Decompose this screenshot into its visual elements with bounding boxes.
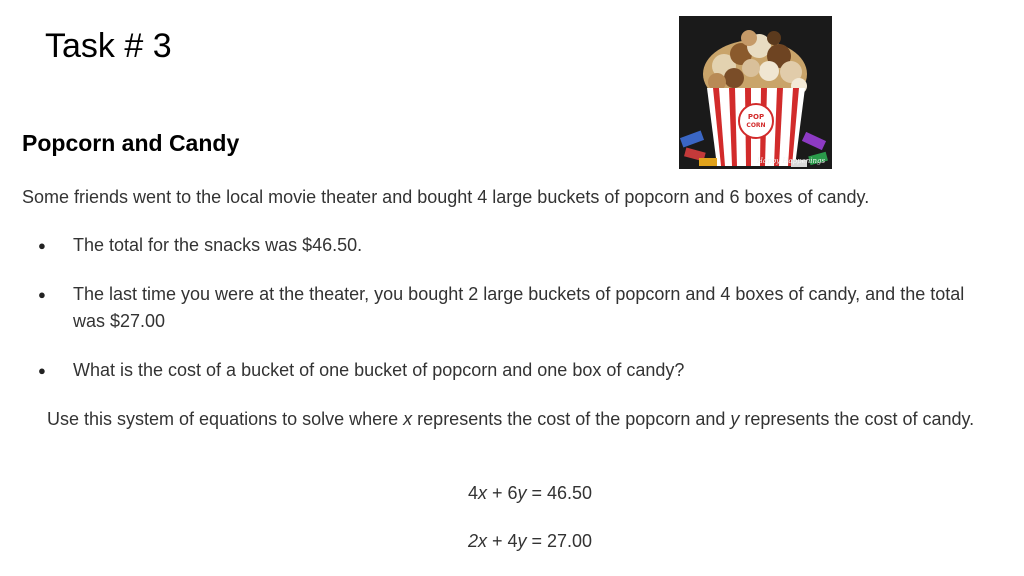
list-item <box>30 357 1000 384</box>
bullet-list <box>30 232 1000 406</box>
equation-variable: x <box>477 531 487 551</box>
system-text-part2: represents the cost of the popcorn and <box>412 409 731 429</box>
bullet-text: The last time you were at the theater, you bought 2 large buckets of popcorn and 4 boxes of candy, and the total was $27.00 <box>73 284 965 331</box>
section-heading: Popcorn and Candy <box>22 130 240 156</box>
equation-rhs: = 46.50 <box>526 483 593 503</box>
equation-2 <box>0 531 1024 552</box>
equation-variable: x <box>477 483 487 503</box>
bucket-label-line2: CORN <box>746 122 766 129</box>
bucket-label-line1: POP <box>747 113 765 121</box>
system-text-part1: Use this system of equations to solve where <box>47 409 404 429</box>
bullet-text: The total for the snacks was $46.50. <box>73 235 363 255</box>
image-watermark: Happy Happenings <box>756 157 826 165</box>
system-instructions <box>47 406 1019 433</box>
intro-paragraph: Some friends went to the local movie theater and bought 4 large buckets of popcorn and 6 boxes of candy. <box>22 187 870 207</box>
equation-middle: + 4 <box>486 531 518 551</box>
variable-x: x <box>403 409 413 429</box>
equation-rhs: = 27.00 <box>526 531 593 551</box>
slide-title: Task # 3 <box>45 27 172 65</box>
equation-variable: y <box>517 531 527 551</box>
equation-coefficient: 4 <box>467 483 478 503</box>
equation-middle: + 6 <box>486 483 518 503</box>
bullet-text: What is the cost of a bucket of one bucket of popcorn and one box of candy? <box>73 360 685 380</box>
list-item <box>30 232 1000 259</box>
variable-y: y <box>730 409 740 429</box>
system-text-part3: represents the cost of candy. <box>739 409 975 429</box>
bullet-dot-icon: ● <box>38 363 46 378</box>
list-item <box>30 281 1000 335</box>
equation-coefficient: 2 <box>467 531 478 551</box>
bullet-dot-icon: ● <box>38 287 46 302</box>
popcorn-bucket-image <box>679 16 832 169</box>
equation-1 <box>0 483 1024 504</box>
bullet-dot-icon: ● <box>38 238 46 253</box>
equation-variable: y <box>517 483 527 503</box>
